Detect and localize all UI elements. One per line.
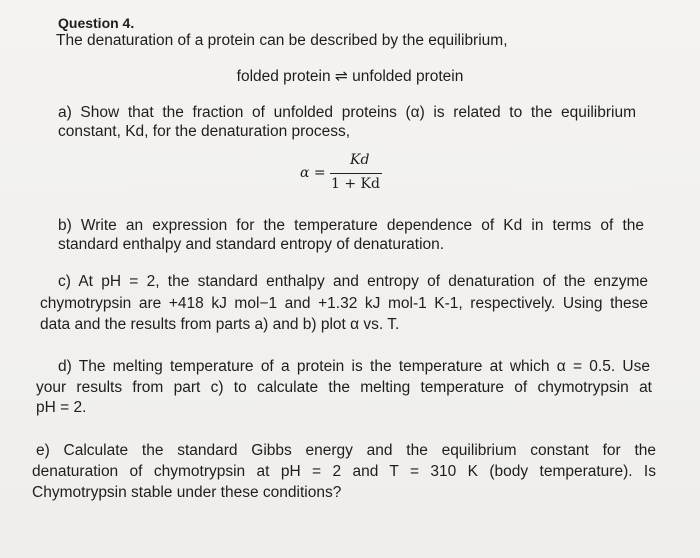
equation-denominator: 1 + Kd xyxy=(331,176,380,192)
fraction-bar xyxy=(330,173,382,174)
part-e-line-2: denaturation of chymotrypsin at pH = 2 and T = 310 K (body temperature). Is xyxy=(32,463,656,480)
question-intro: The denaturation of a protein can be described by the equilibrium, xyxy=(56,32,508,49)
part-e-line-1: e) Calculate the standard Gibbs energy and the equilibrium constant for the xyxy=(36,442,656,459)
equation-numerator: Kd xyxy=(350,152,370,168)
part-a-line-2: constant, Kd, for the denaturation process, xyxy=(58,123,351,140)
part-c-line-2: chymotrypsin are +418 kJ mol−1 and +1.32 kJ mol-1 K-1, respectively. Using these xyxy=(40,295,648,312)
part-a-line-1: a) Show that the fraction of unfolded proteins (α) is related to the equilibrium xyxy=(58,104,636,121)
part-b-line-1: b) Write an expression for the temperature dependence of Kd in terms of the xyxy=(58,217,644,234)
part-c-line-3: data and the results from parts a) and b) plot α vs. T. xyxy=(40,316,400,333)
part-c-line-1: c) At pH = 2, the standard enthalpy and entropy of denaturation of the enzyme xyxy=(58,273,648,290)
part-b-line-2: standard enthalpy and standard entropy of denaturation. xyxy=(58,236,445,253)
equation-lhs: α = xyxy=(300,165,326,181)
part-d-line-2: your results from part c) to calculate the melting temperature of chymotrypsin at xyxy=(36,379,652,396)
equilibrium-reaction: folded protein ⇌ unfolded protein xyxy=(236,68,464,85)
question-heading: Question 4. xyxy=(58,15,135,31)
part-d-line-1: d) The melting temperature of a protein is the temperature at which α = 0.5. Use xyxy=(58,358,650,375)
part-d-line-3: pH = 2. xyxy=(36,399,87,416)
part-e-line-3: Chymotrypsin stable under these conditions? xyxy=(32,484,342,501)
alpha-equation xyxy=(0,152,700,198)
